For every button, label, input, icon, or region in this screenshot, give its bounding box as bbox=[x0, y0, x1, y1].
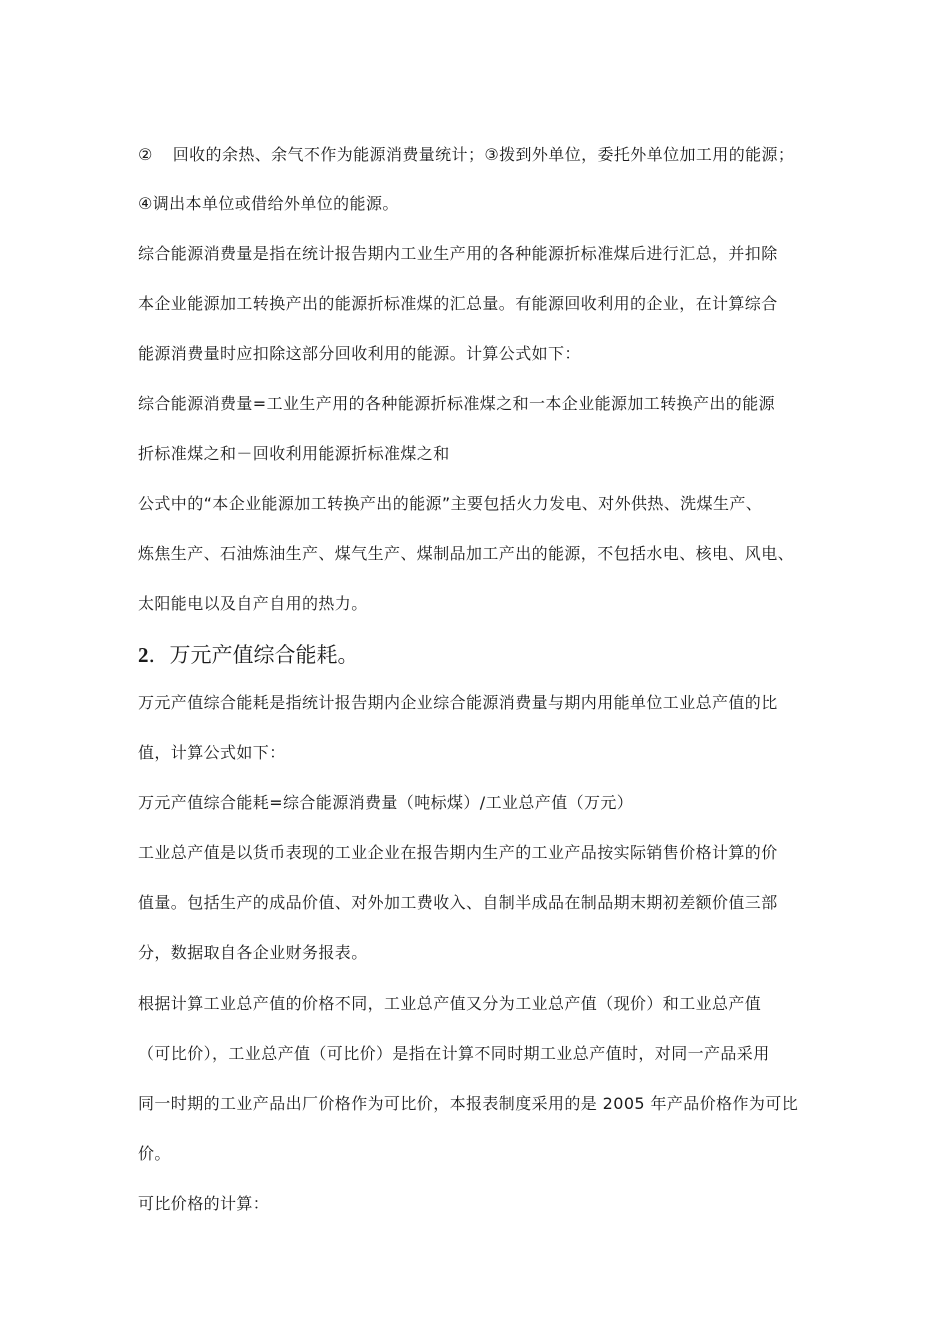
paragraph-line: 值，计算公式如下： bbox=[138, 743, 286, 762]
paragraph-line: 公式中的“本企业能源加工转换产出的能源”主要包括火力发电、对外供热、洗煤生产、 bbox=[138, 494, 763, 513]
paragraph-line: 本企业能源加工转换产出的能源折标准煤的汇总量。有能源回收利用的企业，在计算综合 bbox=[138, 294, 778, 313]
paragraph-line: 同一时期的工业产品出厂价格作为可比价，本报表制度采用的是 2005 年产品价格作为可比 bbox=[138, 1094, 799, 1113]
section-number: 2 bbox=[138, 643, 149, 667]
paragraph-line: （可比价），工业总产值（可比价）是指在计算不同时期工业总产值时，对同一产品采用 bbox=[138, 1044, 770, 1063]
paragraph-line: 综合能源消费量是指在统计报告期内工业生产用的各种能源折标准煤后进行汇总，并扣除 bbox=[138, 244, 778, 263]
formula-line: 万元产值综合能耗=综合能源消费量（吨标煤）/工业总产值（万元） bbox=[138, 793, 634, 812]
paragraph-line: 炼焦生产、石油炼油生产、煤气生产、煤制品加工产出的能源，不包括水电、核电、风电、 bbox=[138, 544, 795, 563]
paragraph-line: ④调出本单位或借给外单位的能源。 bbox=[138, 194, 399, 213]
formula-line: 折标准煤之和－回收利用能源折标准煤之和 bbox=[138, 444, 450, 463]
section-title: ．万元产值综合能耗。 bbox=[148, 643, 359, 667]
paragraph-line: 值量。包括生产的成品价值、对外加工费收入、自制半成品在制品期末期初差额价值三部 bbox=[138, 893, 778, 912]
paragraph-line: 分，数据取自各企业财务报表。 bbox=[138, 943, 368, 962]
formula-line: 综合能源消费量=工业生产用的各种能源折标准煤之和一本企业能源加工转换产出的能源 bbox=[138, 394, 776, 413]
line-text: 回收的余热、余气不作为能源消费量统计；③拨到外单位，委托外单位加工用的能源； bbox=[172, 145, 795, 164]
paragraph-line: 工业总产值是以货币表现的工业企业在报告期内生产的工业产品按实际销售价格计算的价 bbox=[138, 843, 778, 862]
circled-number: ② bbox=[138, 145, 153, 164]
paragraph-line: 万元产值综合能耗是指统计报告期内企业综合能源消费量与期内用能单位工业总产值的比 bbox=[138, 693, 778, 712]
paragraph-line: 可比价格的计算： bbox=[138, 1194, 270, 1213]
paragraph-line: 价。 bbox=[138, 1144, 171, 1163]
section-heading bbox=[138, 641, 359, 669]
paragraph-line: 太阳能电以及自产自用的热力。 bbox=[138, 594, 368, 613]
paragraph-line: 能源消费量时应扣除这部分回收利用的能源。计算公式如下： bbox=[138, 344, 581, 363]
paragraph-line: 根据计算工业总产值的价格不同，工业总产值又分为工业总产值（现价）和工业总产值 bbox=[138, 994, 762, 1013]
paragraph-line bbox=[138, 144, 794, 166]
